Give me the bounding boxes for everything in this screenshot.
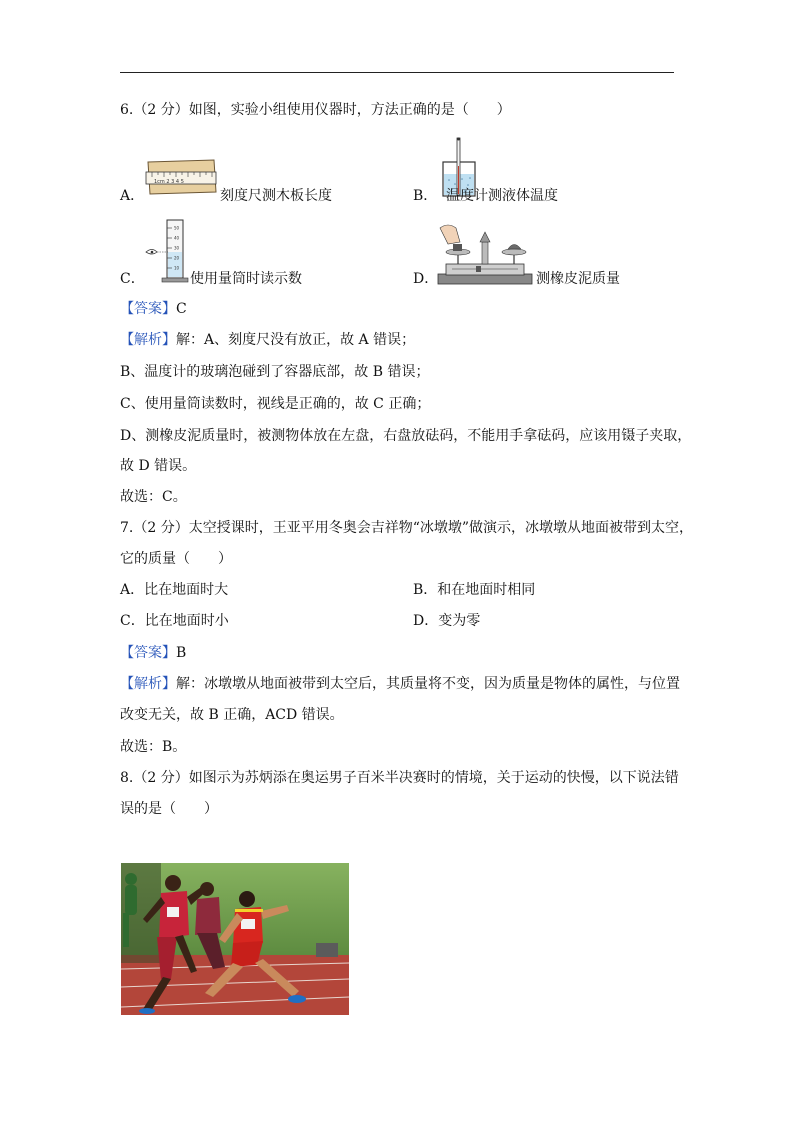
q6-option-d-caption: 测橡皮泥质量 bbox=[536, 271, 620, 287]
q7-analysis-line: 【解析】解：冰墩墩从地面被带到太空后，其质量将不变，因为质量是物体的属性，与位置 bbox=[120, 676, 680, 692]
header-rule bbox=[120, 72, 674, 73]
q7-analysis-line: 改变无关，故 B 正确，ACD 错误。 bbox=[120, 707, 344, 723]
q8-stem: 8.（2 分）如图示为苏炳添在奥运男子百米半决赛时的情境，关于运动的快慢，以下说法错 bbox=[120, 770, 679, 786]
ruler-scale-text: 1cm 2 3 4 5 bbox=[154, 179, 184, 185]
q6-analysis-line: 【解析】解：A、刻度尺没有放正，故 A 错误； bbox=[120, 332, 416, 348]
q6-option-c-letter: C． bbox=[120, 271, 145, 287]
q7-analysis-line: 故选：B。 bbox=[120, 739, 187, 755]
q7-option-a: A．比在地面时大 bbox=[120, 582, 229, 598]
q6-option-a-caption: 刻度尺测木板长度 bbox=[220, 188, 332, 204]
q6-analysis-line: C、使用量筒读数时，视线是正确的，故 C 正确； bbox=[120, 396, 431, 412]
svg-text:10: 10 bbox=[174, 265, 180, 271]
q7-stem: 7.（2 分）太空授课时，王亚平用冬奥会吉祥物“冰墩墩”做演示，冰墩墩从地面被带到太空， bbox=[120, 520, 694, 536]
q7-option-b: B．和在地面时相同 bbox=[413, 582, 536, 598]
q6-analysis-line: 故 D 错误。 bbox=[120, 458, 197, 474]
q7-option-c: C．比在地面时小 bbox=[120, 613, 229, 629]
svg-text:20: 20 bbox=[174, 255, 180, 261]
q7-stem: 它的质量（ ） bbox=[120, 551, 232, 567]
q6-option-c-caption: 使用量筒时读示数 bbox=[190, 271, 302, 287]
ruler-board-figure bbox=[144, 158, 218, 198]
q6-option-d-letter: D． bbox=[413, 271, 439, 287]
svg-text:30: 30 bbox=[174, 245, 180, 251]
q7-option-d: D．变为零 bbox=[413, 613, 481, 629]
q6-analysis-line: 故选：C。 bbox=[120, 489, 187, 505]
q8-stem: 误的是（ ） bbox=[120, 801, 218, 817]
q6-option-b-letter: B． bbox=[413, 188, 438, 204]
hand-icon bbox=[440, 225, 460, 244]
q6-stem: 6.（2 分）如图，实验小组使用仪器时，方法正确的是（ ） bbox=[120, 102, 511, 118]
q7-answer: 【答案】B bbox=[120, 645, 187, 661]
svg-text:40: 40 bbox=[174, 235, 180, 241]
q6-analysis-line: B、温度计的玻璃泡碰到了容器底部，故 B 错误； bbox=[120, 364, 430, 380]
sprint-race-photo bbox=[121, 863, 349, 1015]
q6-option-b-caption: 温度计测液体温度 bbox=[446, 188, 558, 204]
q6-option-a-letter: A． bbox=[120, 188, 145, 204]
graduated-cylinder-figure bbox=[144, 216, 188, 284]
balance-scale-figure bbox=[436, 220, 534, 288]
q6-analysis-line: D、测橡皮泥质量时，被测物体放在左盘，右盘放砝码，不能用手拿砝码，应该用镊子夹取， bbox=[120, 428, 692, 444]
q6-answer: 【答案】C bbox=[120, 301, 187, 317]
svg-text:50: 50 bbox=[174, 225, 180, 231]
